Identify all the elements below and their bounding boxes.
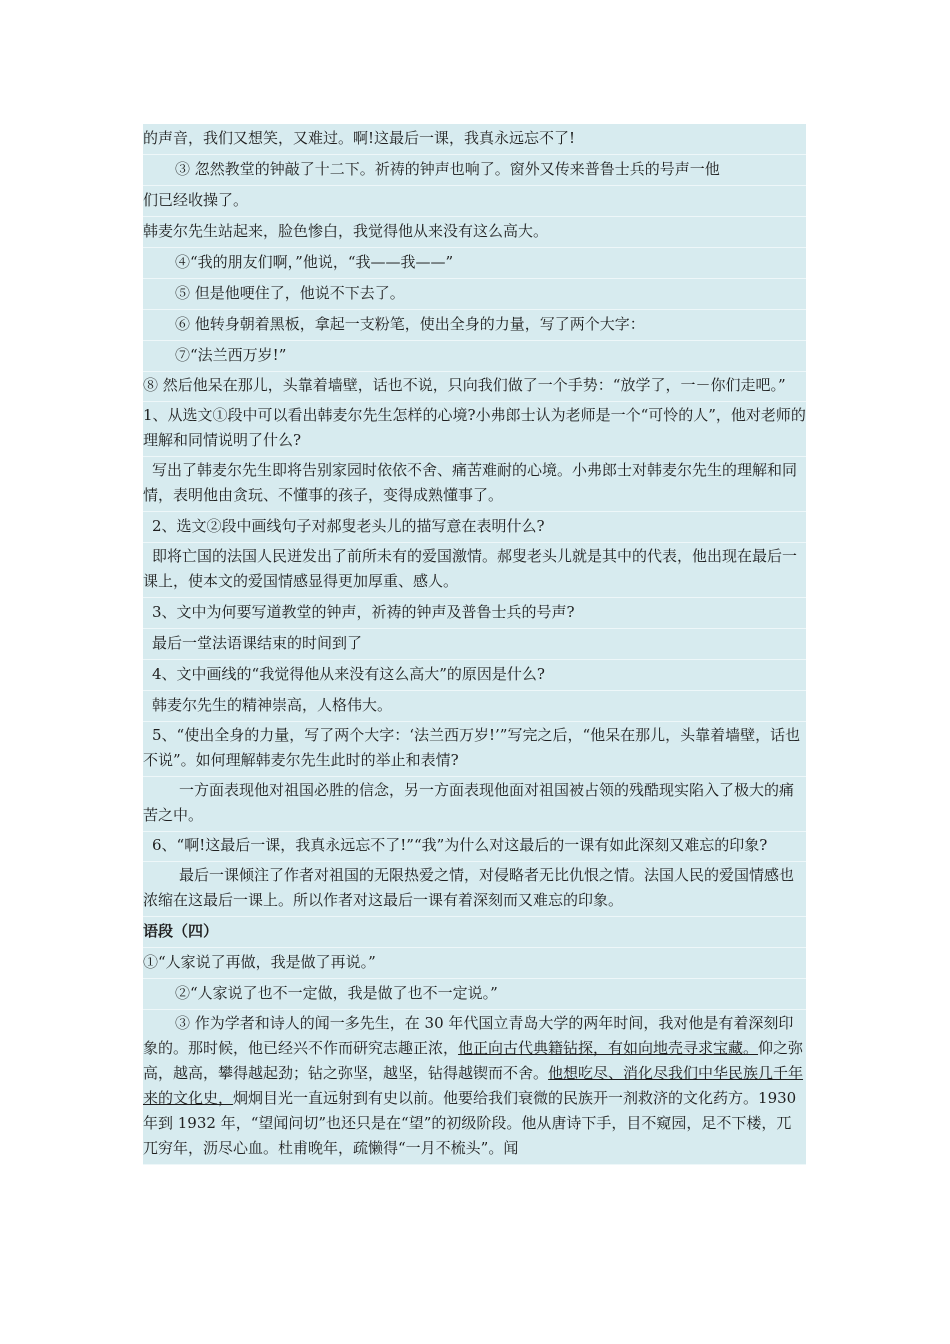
underlined-sentence: 他想吃尽、消化尽我们中华民族几千年来的文化史， <box>143 1064 804 1107</box>
text-body <box>143 124 806 1165</box>
text-line: ①“人家说了再做，我是做了再说。” <box>143 948 806 979</box>
question-1: 1、从选文①段中可以看出韩麦尔先生怎样的心境?小弗郎士认为老师是一个“可怜的人”，他对老师的理解和同情说明了什么? <box>143 402 806 457</box>
text-line: 的声音，我们又想笑，又难过。啊!这最后一课，我真永远忘不了! <box>143 124 806 155</box>
text-line: ⑤ 但是他哽住了，他说不下去了。 <box>143 279 806 310</box>
text-line: 们已经收操了。 <box>143 186 806 217</box>
text-line: ②“人家说了也不一定做，我是做了也不一定说。” <box>143 979 806 1010</box>
paragraph-text: 炯炯目光一直远射到有史以前。他要给我们衰微的民族开一剂救济的文化药方。1930 年到 1932 年，“望闻问切”也还只是在“望”的初级阶段。他从唐诗下手，目不窥园，足不下楼，兀兀穷年，沥尽心血。杜甫晚年，疏懒得“一月不梳头”。闻 <box>143 1089 797 1157</box>
text-paragraph <box>143 1010 806 1165</box>
section-heading: 语段（四） <box>143 917 806 948</box>
paragraph-text: ③ 作为学者和诗人的闻一多先生，在 30 年代国立青岛大学的两年时间，我对他是有着深刻印象的。那时候，他已经兴不作而研究志趣正浓， <box>143 1014 794 1057</box>
text-paragraph: ⑧ 然后他呆在那儿，头靠着墙壁，话也不说，只向我们做了一个手势：“放学了，一－你们走吧。” <box>143 372 806 402</box>
question-4: 4、文中画线的“我觉得他从来没有这么高大”的原因是什么? <box>143 660 806 691</box>
question-2: 2、选文②段中画线句子对郝叟老头儿的描写意在表明什么? <box>143 512 806 543</box>
answer-6: 最后一课倾注了作者对祖国的无限热爱之情，对侵略者无比仇恨之情。法国人民的爱国情感也浓缩在这最后一课上。所以作者对这最后一课有着深刻而又难忘的印象。 <box>143 862 806 917</box>
answer-2: 即将亡国的法国人民迸发出了前所未有的爱国激情。郝叟老头儿就是其中的代表，他出现在最后一课上，使本文的爱国情感显得更加厚重、感人。 <box>143 543 806 598</box>
paragraph-text: 仰之弥高，越高，攀得越起劲；钻之弥坚，越坚，钻得越锲而不舍。 <box>143 1039 804 1082</box>
text-line: ③ 忽然教堂的钟敲了十二下。祈祷的钟声也响了。窗外又传来普鲁士兵的号声一他 <box>143 155 806 186</box>
question-6: 6、“啊!这最后一课，我真永远忘不了!”“我”为什么对这最后的一课有如此深刻又难忘的印象? <box>143 832 806 862</box>
question-3: 3、文中为何要写道教堂的钟声，祈祷的钟声及普鲁士兵的号声? <box>143 598 806 629</box>
underlined-sentence: 他正向古代典籍钻探，有如向地壳寻求宝藏。 <box>458 1039 759 1057</box>
question-5: 5、“使出全身的力量，写了两个大字：‘法兰西万岁!’”写完之后，“他呆在那儿，头靠着墙壁，话也不说”。如何理解韩麦尔先生此时的举止和表情? <box>143 722 806 777</box>
answer-5: 一方面表现他对祖国必胜的信念，另一方面表现他面对祖国被占领的残酷现实陷入了极大的痛苦之中。 <box>143 777 806 832</box>
answer-4: 韩麦尔先生的精神崇高，人格伟大。 <box>143 691 806 722</box>
text-line: ⑦“法兰西万岁!” <box>143 341 806 372</box>
answer-1: 写出了韩麦尔先生即将告别家园时依依不舍、痛苦难耐的心境。小弗郎士对韩麦尔先生的理解和同情，表明他由贪玩、不懂事的孩子，变得成熟懂事了。 <box>143 457 806 512</box>
answer-3: 最后一堂法语课结束的时间到了 <box>143 629 806 660</box>
text-line: 韩麦尔先生站起来，脸色惨白，我觉得他从来没有这么高大。 <box>143 217 806 248</box>
text-line: ⑥ 他转身朝着黑板，拿起一支粉笔，使出全身的力量，写了两个大字： <box>143 310 806 341</box>
text-line: ④“我的朋友们啊，”他说，“我——我——” <box>143 248 806 279</box>
